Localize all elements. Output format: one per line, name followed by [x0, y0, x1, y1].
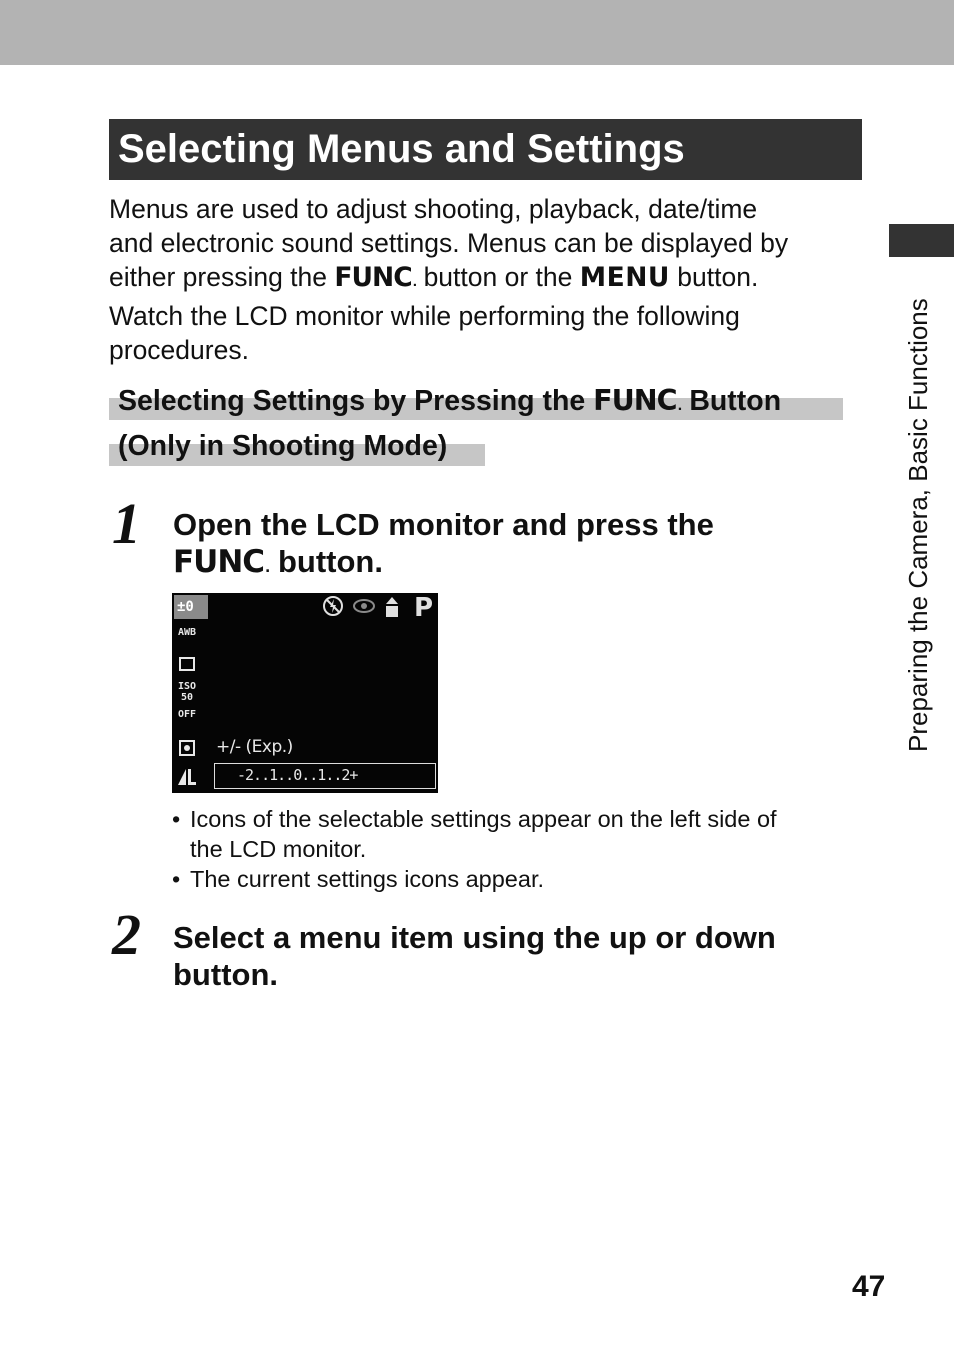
bullet-icon: • — [172, 866, 181, 892]
subheading: (Only in Shooting Mode) — [118, 430, 448, 462]
intro-line: procedures. — [109, 335, 249, 365]
red-eye-icon — [352, 597, 376, 619]
flash-output-icon: OFF — [177, 709, 197, 720]
intro-line: either pressing the FUNC. button or the MENU button. — [109, 262, 759, 293]
func-button-icon: FUNC. — [593, 384, 682, 417]
intro-line: and electronic sound settings. Menus can be displayed by — [109, 228, 789, 258]
chapter-title: Preparing the Camera, Basic Functions — [903, 298, 933, 752]
bullet-list — [172, 804, 862, 894]
lcd-monitor-screenshot — [172, 593, 438, 793]
lcd-setting-label: +/- (Exp.) — [216, 737, 293, 757]
drive-mode-icon — [175, 655, 199, 677]
intro-line: Watch the LCD monitor while performing the following — [109, 301, 740, 331]
exposure-icon: ±0 — [174, 595, 208, 619]
metering-icon — [175, 739, 199, 761]
step-instruction: FUNC. button. — [173, 544, 383, 580]
top-band — [0, 0, 954, 65]
bullet-icon: • — [172, 806, 181, 832]
step-instruction: Select a menu item using the up or down — [173, 920, 776, 955]
page-title: Selecting Menus and Settings — [109, 119, 862, 180]
shooting-mode-indicator: P — [414, 593, 434, 623]
iso-icon: ISO 50 — [177, 681, 197, 703]
list-item: • The current settings icons appear. — [172, 866, 545, 892]
compression-icon — [175, 765, 199, 787]
step-instruction: button. — [173, 957, 279, 992]
subheading: Selecting Settings by Pressing the FUNC. Button — [118, 384, 782, 417]
step-number: 2 — [112, 902, 141, 967]
menu-button-icon: MENU — [579, 262, 670, 293]
step-instruction: Open the LCD monitor and press the — [173, 507, 714, 542]
page-number: 47 — [852, 1270, 886, 1303]
white-balance-icon: AWB — [177, 627, 197, 638]
func-button-icon: FUNC. — [173, 544, 270, 580]
list-item: • Icons of the selectable settings appear on the left side of the LCD monitor. — [172, 806, 777, 862]
exposure-scale: -2..1..0..1..2+ — [214, 763, 436, 789]
intro-line: Menus are used to adjust shooting, playback, date/time — [109, 194, 758, 224]
func-button-icon: FUNC. — [334, 262, 417, 293]
intro-paragraph — [109, 192, 869, 367]
step-number: 1 — [112, 491, 141, 556]
lock-icon — [382, 595, 402, 623]
chapter-tab — [889, 224, 954, 257]
flash-off-icon — [322, 595, 344, 621]
